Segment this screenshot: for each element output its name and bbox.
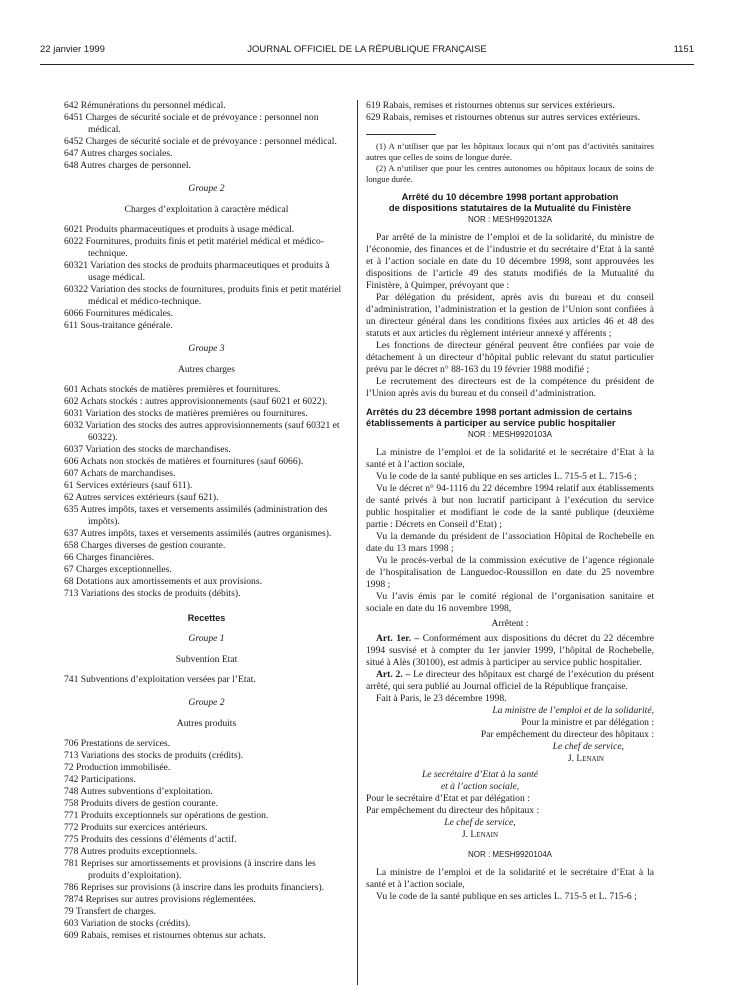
list-item: 66 Charges financières.: [64, 552, 155, 563]
list-item: 6021 Produits pharmaceutiques et produits à usage médical.: [64, 224, 295, 235]
signature-line: Par empêchement du directeur des hôpitaux :: [480, 729, 654, 740]
list-item: 61 Services extérieurs (sauf 611).: [64, 480, 193, 491]
signature-block: [366, 769, 654, 841]
list-item: 6066 Fournitures médicales.: [64, 308, 173, 319]
intro-list: [64, 100, 349, 172]
paragraph: Vu le code de la santé publique en ses articles L. 715-5 et L. 715-6 ;: [376, 891, 637, 902]
signature-line: et à l’action sociale,: [440, 781, 520, 792]
list-item: 62 Autres services extérieurs (sauf 621).: [64, 492, 219, 503]
paragraph: Les fonctions de directeur général peuvent être confiées par voie de détachement à un directeur d’hôpital public relevant du statut particulier prévu par le décret n° 88-163 du 19 février 1988 modifié ;: [366, 340, 654, 375]
article-label: Art. 1er. –: [376, 633, 420, 644]
decree-title: de dispositions statutaires de la Mutualité du Finistère: [388, 202, 632, 213]
paragraph: Vu le décret n° 94-1116 du 22 décembre 1994 relatif aux établissements de santé privés à but non lucratif participant à l’exécution du service public hospitalier et modifiant le code de la santé publique (deuxième partie : Décrets en Conseil d’Etat) ;: [366, 483, 654, 530]
group-heading: Groupe 2: [188, 697, 225, 708]
list-item: 619 Rabais, remises et ristournes obtenus sur services extérieurs.: [366, 100, 615, 111]
list-item: 607 Achats de marchandises.: [64, 468, 176, 479]
list-item: 609 Rabais, remises et ristournes obtenus sur achats.: [64, 930, 266, 941]
signature-name: J. Lenain: [567, 753, 604, 764]
recettes-heading: Recettes: [187, 613, 226, 623]
article-1: [366, 633, 654, 669]
group-3-list: [64, 384, 349, 600]
signature-line: La ministre de l’emploi et de la solidarité,: [492, 705, 654, 716]
list-item: 60321 Variation des stocks de produits pharmaceutiques et produits à usage médical.: [64, 260, 330, 283]
list-item: 635 Autres impôts, taxes et versements assimilés (administration des impôts).: [64, 504, 328, 527]
column-separator: [357, 100, 358, 985]
nor-reference: NOR : MESH9920103A: [467, 430, 553, 439]
article-label: Art. 2. –: [376, 669, 411, 680]
paragraph: Vu le code de la santé publique en ses articles L. 715-5 et L. 715-6 ;: [376, 471, 637, 482]
list-item: 637 Autres impôts, taxes et versements assimilés (autres organismes).: [64, 528, 332, 539]
list-item: 68 Dotations aux amortissements et aux provisions.: [64, 576, 262, 587]
signature-line: Le secrétaire d’Etat à la santé: [421, 769, 539, 780]
list-item: 713 Variations des stocks de produits (débits).: [64, 588, 241, 599]
list-item: 706 Prestations de services.: [64, 738, 171, 749]
group-subtitle: Autres produits: [176, 718, 237, 729]
group-subtitle: Autres charges: [177, 364, 236, 375]
paragraph: La ministre de l’emploi et de la solidarité et le secrétaire d’Etat à la santé et à l’action sociale,: [366, 447, 654, 470]
list-item: 611 Sous-traitance générale.: [64, 320, 173, 331]
left-column: [64, 100, 349, 942]
recettes-group-2-list: [64, 738, 349, 942]
article-2: [366, 669, 654, 693]
paragraph: Par délégation du président, après avis du bureau et du conseil d’administration, l’administration et la gestion de l’Union sont confiées à un directeur général dans les conditions fixées aux articles 46 et 48 des statuts et aux articles du règlement intérieur annexé y afférents ;: [366, 292, 654, 339]
group-2-list: [64, 224, 349, 332]
list-item: 775 Produits des cessions d’éléments d’actif.: [64, 834, 237, 845]
list-item: 786 Reprises sur provisions (à inscrire dans les produits financiers).: [64, 882, 325, 893]
list-item: 79 Transfert de charges.: [64, 906, 157, 917]
group-heading: Groupe 1: [188, 633, 225, 644]
right-column: [366, 100, 654, 903]
header-page-number: 1151: [673, 44, 694, 55]
list-item: 658 Charges diverses de gestion courante.: [64, 540, 226, 551]
group-heading: Groupe 3: [188, 343, 225, 354]
signature-line: Le chef de service,: [552, 741, 624, 752]
list-item: 6022 Fournitures, produits finis et petit matériel médical et médico-technique.: [64, 236, 325, 259]
signature-line: Pour la ministre et par délégation :: [521, 717, 654, 728]
list-item: 742 Participations.: [64, 774, 136, 785]
list-item: 6452 Charges de sécurité sociale et de prévoyance : personnel médical.: [64, 136, 337, 147]
group-heading: Groupe 2: [188, 183, 225, 194]
paragraph: La ministre de l’emploi et de la solidarité et le secrétaire d’Etat à la santé et à l’action sociale,: [366, 867, 654, 890]
list-item: 603 Variation de stocks (crédits).: [64, 918, 191, 929]
footnote: (2) A n’utiliser que pour les centres autonomes ou hôpitaux locaux de soins de longue durée.: [366, 163, 654, 184]
list-item: 741 Subventions d’exploitation versées par l’Etat.: [64, 674, 256, 685]
list-item: 6037 Variation des stocks de marchandises.: [64, 444, 231, 455]
article-text: Le directeur des hôpitaux est chargé de l’exécution du présent arrêté, qui sera publié au Journal officiel de la République française.: [366, 669, 654, 692]
list-item: 771 Produits exceptionnels sur opérations de gestion.: [64, 810, 269, 821]
list-item: 647 Autres charges sociales.: [64, 148, 173, 159]
nor-reference: NOR : MESH9920104A: [467, 850, 553, 859]
footnote-rule: [366, 134, 436, 135]
list-item: 6451 Charges de sécurité sociale et de prévoyance : personnel non médical.: [64, 112, 319, 135]
paragraph: Par arrêté de la ministre de l’emploi et de la solidarité, du ministre de l’économie, des finances et de l’industrie et du secrétaire d’Etat à la santé et à l’action sociale en date du 10 décembre 1998, sont approuvées les dispositions de l’article 49 des statuts modifiés de la Mutualité du Finistère, à Quimper, prévoyant que :: [366, 232, 654, 291]
list-item: 642 Rémunérations du personnel médical.: [64, 100, 226, 111]
list-item: 602 Achats stockés : autres approvisionnements (sauf 6021 et 6022).: [64, 396, 328, 407]
list-item: 772 Produits sur exercices antérieurs.: [64, 822, 208, 833]
signature-line: Par empêchement du directeur des hôpitaux :: [366, 805, 540, 816]
paragraph: Vu le procès-verbal de la commission exécutive de l’agence régionale de l’hospitalisation de Languedoc-Roussillon en date du 25 novembre 1998 ;: [366, 555, 654, 590]
group-subtitle: Subvention Etat: [175, 654, 238, 665]
list-item: 606 Achats non stockés de matières et fournitures (sauf 6066).: [64, 456, 304, 467]
header-date: 22 janvier 1999: [40, 44, 105, 55]
list-item: 781 Reprises sur amortissements et provisions (à inscrire dans les produits d’exploitation).: [64, 858, 316, 881]
list-item: 758 Produits divers de gestion courante.: [64, 798, 219, 809]
list-item: 72 Production immobilisée.: [64, 762, 171, 773]
list-item: 67 Charges exceptionnelles.: [64, 564, 172, 575]
signature-date: Fait à Paris, le 23 décembre 1998.: [376, 693, 507, 704]
paragraph: Vu l’avis émis par le comité régional de l’organisation sanitaire et sociale en date du 16 novembre 1998,: [366, 591, 654, 614]
list-item: 778 Autres produits exceptionnels.: [64, 846, 198, 857]
decree-title: Arrêté du 10 décembre 1998 portant approbation: [401, 191, 619, 202]
decree-title: Arrêtés du 23 décembre 1998 portant admission de certains établissements à participer au service public hospitalier: [366, 406, 633, 428]
list-item: 6031 Variation des stocks de matières premières ou fournitures.: [64, 408, 308, 419]
list-item: 748 Autres subventions d’exploitation.: [64, 786, 213, 797]
list-item: 7874 Reprises sur autres provisions réglementées.: [64, 894, 256, 905]
list-item: 6032 Variation des stocks des autres approvisionnements (sauf 60321 et 60322).: [64, 420, 340, 443]
header-journal-title: JOURNAL OFFICIEL DE LA RÉPUBLIQUE FRANÇAISE: [247, 44, 487, 55]
list-item: 629 Rabais, remises et ristournes obtenus sur autres services extérieurs.: [366, 112, 641, 123]
signature-block: [366, 705, 654, 765]
list-item: 60322 Variation des stocks de fournitures, produits finis et petit matériel médical et médico-technique.: [64, 284, 342, 307]
nor-reference: NOR : MESH9920132A: [467, 215, 553, 224]
article-text: Conformément aux dispositions du décret du 22 décembre 1994 susvisé et à compter du 1er janvier 1999, l’hôpital de Rochebelle, situé à Alès (30100), est admis à participer au service public hospitalier.: [366, 633, 654, 668]
paragraph: Le recrutement des directeurs est de la compétence du président de l’Union après avis du bureau et du conseil d’administration.: [366, 376, 654, 399]
page-header: [40, 40, 694, 65]
signature-name: J. Lenain: [461, 829, 499, 840]
signature-line: Pour le secrétaire d’Etat et par délégation :: [366, 793, 530, 804]
footnote: (1) A n’utiliser que par les hôpitaux locaux qui n’ont pas d’activités sanitaires autres que celles de soins de longue durée.: [366, 141, 654, 162]
signature-line: Le chef de service,: [444, 817, 516, 828]
paragraph: Vu la demande du président de l’association Hôpital de Rochebelle en date du 13 mars 1998 ;: [366, 531, 654, 554]
list-item: 713 Variations des stocks de produits (crédits).: [64, 750, 244, 761]
recettes-group-1-list: [64, 674, 349, 686]
group-subtitle: Charges d’exploitation à caractère médical: [124, 204, 289, 215]
list-item: 648 Autres charges de personnel.: [64, 160, 191, 171]
list-item: 601 Achats stockés de matières premières et fournitures.: [64, 384, 281, 395]
arretent-label: Arrêtent :: [491, 618, 529, 629]
